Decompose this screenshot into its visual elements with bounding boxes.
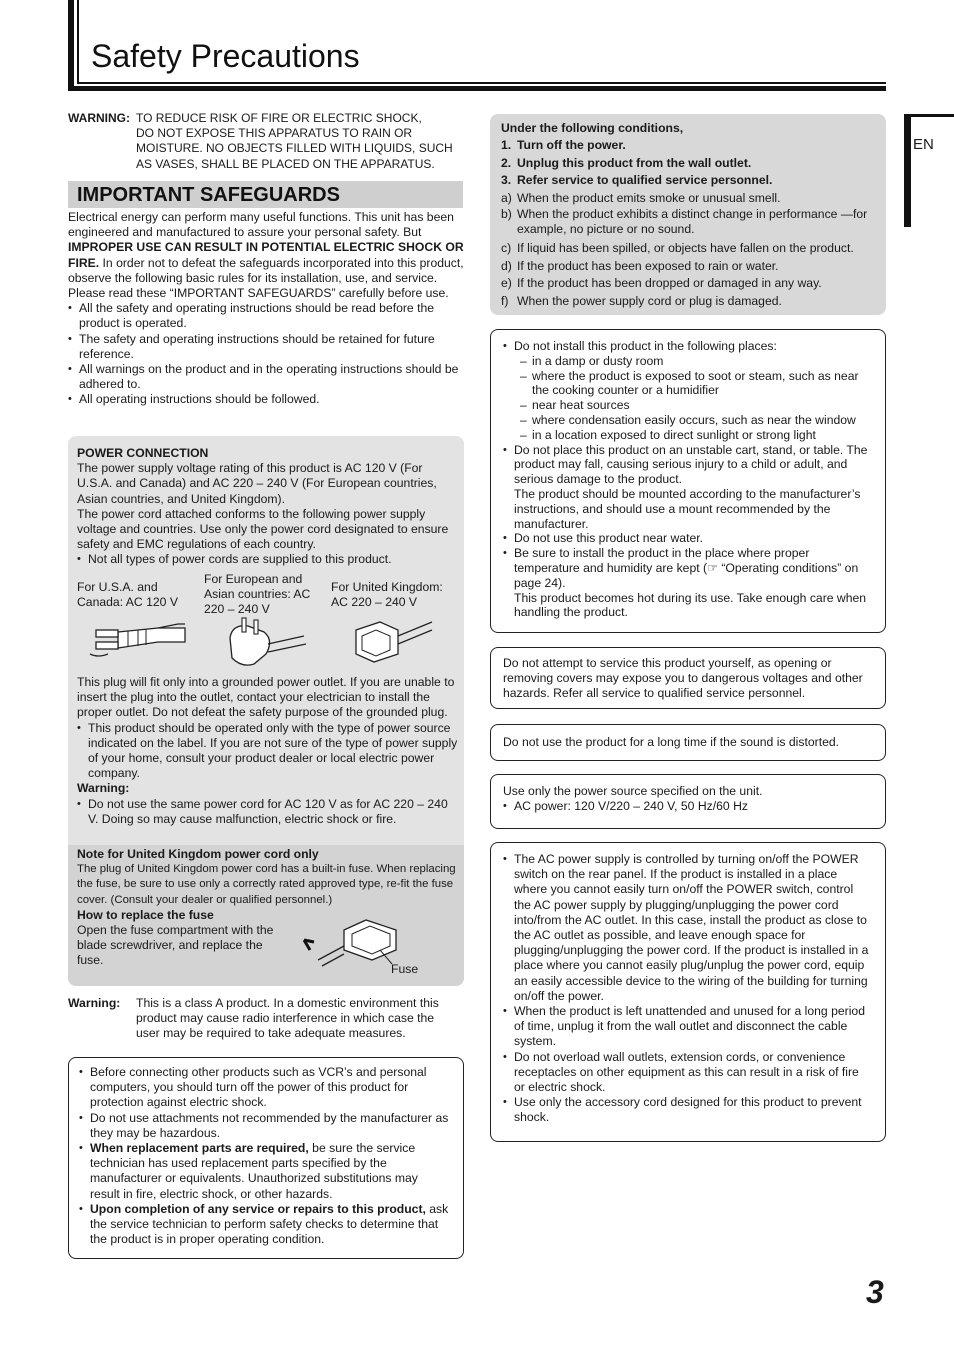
class-a-warning-text: This is a class A product. In a domestic environment this product may cause radio interference in which case the user may be required to take adequate measures.: [136, 996, 439, 1041]
fuse-label: Fuse: [391, 962, 419, 976]
condition-item: b) When the product exhibits a distinct change in performance —for example, no picture or no sound.: [501, 207, 868, 237]
uk-note-heading: Note for United Kingdom power cord only: [77, 847, 319, 861]
place-item: – where the product is exposed to soot or steam, such as near the cooking counter or a humidifier: [514, 369, 875, 399]
condition-step: 1. Turn off the power.: [501, 138, 626, 153]
header-bar: [68, 0, 74, 90]
condition-item: e) If the product has been dropped or damaged in any way.: [501, 276, 822, 291]
list-item: • Do not place this product on an unstable cart, stand, or table. The product may fall, causing serious injury to a child or adult, and serious damage to the product. The product should be mounted according to the manufacturer’s instructions, and should use a mount recommended by the manufacturer.: [503, 443, 875, 532]
section-heading-text: IMPORTANT SAFEGUARDS: [77, 184, 340, 206]
warning-line: TO REDUCE RISK OF FIRE OR ELECTRIC SHOCK,: [136, 111, 422, 125]
power-paragraph: This plug will fit only into a grounded power outlet. If you are unable to insert the plug into the outlet, contact your electrician to install the proper outlet. Do not defeat the safety purpose of the grounded plug.: [77, 675, 455, 720]
list-item: • All warnings on the product and in the operating instructions should be adhered to.: [68, 362, 464, 392]
power-source-content: [503, 784, 873, 814]
uk-note-text: The plug of United Kingdom power cord has a built-in fuse. When replacing the fuse, be sure to use only a correctly rated approved type, re-fit the fuse cover. (Consult your dealer or qualified personnel.): [77, 863, 456, 906]
list-item: • All operating instructions should be followed.: [68, 392, 464, 407]
ac-list: [503, 852, 873, 1126]
section-heading: [68, 181, 463, 208]
list-item: • When replacement parts are required, be sure the service technician has used replacement parts specified by the manufacturer or equivalents. Unauthorized substitutions may result in fire, electric shock, or other hazards.: [79, 1141, 449, 1202]
usa-plug-icon: [88, 618, 188, 660]
condition-item: f) When the power supply cord or plug is damaged.: [501, 293, 782, 308]
fuse-heading: How to replace the fuse: [77, 907, 214, 922]
intro-paragraph: Electrical energy can perform many useful functions. This unit has been engineered and manufactured to assure your personal safety. But IMPROPER USE CAN RESULT IN POTENTIAL ELECTRIC SHOCK OR FIRE. In order not to defeat the safeguards incorporated into this product, observe the following basic rules for its installation, use, and service. Please read these “IMPORTANT SAFEGUARDS” carefully before use.: [68, 210, 464, 301]
list-item: • Be sure to install the product in the place where proper temperature and humidity are kept (☞ “Operating conditions” on page 24). This product becomes hot during its use. Take enough care when handling the product.: [503, 546, 875, 620]
eu-plug-icon: [224, 614, 308, 670]
condition-item: d) If the product has been exposed to rain or water.: [501, 258, 779, 273]
place-item: – in a damp or dusty room: [514, 354, 875, 369]
list-item: • Not all types of power cords are supplied to this product.: [77, 552, 459, 567]
list-item: • The safety and operating instructions should be retained for future reference.: [68, 332, 464, 362]
place-item: – in a location exposed to direct sunlight or strong light: [514, 428, 875, 443]
list-item: • Do not install this product in the following places: – in a damp or dusty room – where the product is exposed to soot or steam, such as near the cooking counter or a humidifier – near heat sources – where condensation easily occurs, such as near the window – in a location exposed to direct sunlight or strong light: [503, 339, 875, 443]
condition-step: 3. Refer service to qualified service personnel.: [501, 173, 773, 188]
plug-label-uk: For United Kingdom: AC 220 – 240 V: [331, 580, 443, 610]
install-list: [503, 339, 875, 620]
service-box: [68, 1057, 464, 1259]
list-item: • Use only the accessory cord designed for this product to prevent shock.: [503, 1095, 873, 1125]
service-self-text: Do not attempt to service this product yourself, as opening or removing covers may expose you to dangerous voltages and other hazards. Refer all service to qualified service personnel.: [503, 656, 863, 701]
power-warning-label: Warning:: [77, 781, 130, 796]
list-item: • The AC power supply is controlled by turning on/off the POWER switch on the rear panel. If the product is installed in a place where you cannot easily turn on/off the POWER switch, control the AC power supply by plugging/unplugging the power cord into/from the AC outlet. In this case, install the product as close to the AC outlet as possible, and leave enough space for plugging/unplugging the power cord. If the product is installed in a place where you cannot easily plug/unplug the power cord, equip an easily accessible device to the wiring of the building for turning on/off the power.: [503, 852, 873, 1004]
uk-plug-icon: [352, 616, 434, 666]
plug-label-usa: For U.S.A. and Canada: AC 120 V: [77, 580, 178, 610]
class-a-warning-label: Warning:: [68, 996, 121, 1010]
list-item: • AC power: 120 V/220 – 240 V, 50 Hz/60 Hz: [503, 799, 873, 814]
sound-text: Do not use the product for a long time if the sound is distorted.: [503, 735, 840, 749]
list-item: • Do not use this product near water.: [503, 531, 875, 546]
conditions-heading: Under the following conditions,: [501, 121, 684, 135]
header-bar-thin: [77, 0, 79, 84]
header-rule-thick: [68, 86, 886, 91]
top-warning-text: [136, 111, 466, 172]
language-label: EN: [913, 136, 934, 153]
conditions-box: [490, 114, 886, 315]
plug-label-eu: For European and Asian countries: AC 220 – 240 V: [204, 572, 311, 617]
ac-power-box: [490, 842, 886, 1142]
power-connection-heading: POWER CONNECTION: [77, 446, 209, 460]
page-number: 3: [866, 1274, 884, 1310]
top-warning-label: WARNING:: [68, 111, 130, 125]
service-list: [79, 1065, 449, 1247]
condition-step: 2. Unplug this product from the wall outlet.: [501, 155, 752, 170]
power-connection-lower: [77, 675, 459, 827]
warning-line: MOISTURE. NO OBJECTS FILLED WITH LIQUIDS, SUCH: [136, 141, 453, 156]
power-source-box: [490, 774, 886, 829]
list-item: • Upon completion of any service or repairs to this product, ask the service technician to perform safety checks to determine that the product is in proper operating condition.: [79, 1202, 449, 1248]
header-rule: [77, 82, 886, 84]
power-connection-content: [77, 446, 459, 568]
install-box: [490, 329, 886, 633]
list-item: • Do not overload wall outlets, extension cords, or convenience receptacles on other equipment as this can result in a risk of fire or electric shock.: [503, 1050, 873, 1096]
list-item: • This product should be operated only with the type of power source indicated on the label. If you are not sure of the type of power supply of your home, consult your product dealer or local electric power company.: [77, 721, 459, 782]
power-paragraph: The power cord attached conforms to the following power supply voltage and countries. Use only the power cord designated to ensure safety and EMC regulations of each country.: [77, 506, 449, 552]
power-source-line: Use only the power source specified on the unit.: [503, 784, 763, 798]
warning-line: DO NOT EXPOSE THIS APPARATUS TO RAIN OR: [136, 126, 413, 141]
sound-box: [490, 724, 886, 761]
list-item: • When the product is left unattended and unused for a long period of time, unplug it from the wall outlet and disconnect the cable system.: [503, 1004, 873, 1050]
fuse-text: Open the fuse compartment with the blade screwdriver, and replace the fuse.: [77, 923, 274, 968]
condition-item: c) If liquid has been spilled, or objects have fallen on the product.: [501, 241, 854, 256]
safeguards-intro: [68, 210, 464, 408]
language-tab: [904, 114, 954, 227]
conditions-content: [501, 120, 879, 310]
service-self-box: [490, 647, 886, 709]
power-paragraph: The power supply voltage rating of this product is AC 120 V (For U.S.A. and Canada) and AC 220 – 240 V (For European countries, Asian countries, and United Kingdom).: [77, 461, 437, 506]
page-title: Safety Precautions: [91, 38, 360, 74]
safeguards-list: [68, 301, 464, 407]
list-item: • Before connecting other products such as VCR’s and personal computers, you should turn off the power of this product for protection against electric shock.: [79, 1065, 449, 1111]
place-item: – near heat sources: [514, 398, 875, 413]
list-item: • All the safety and operating instructions should be read before the product is operated.: [68, 301, 464, 331]
list-item: • Do not use the same power cord for AC 120 V as for AC 220 – 240 V. Doing so may cause malfunction, electric shock or fire.: [77, 797, 459, 827]
list-item: • Do not use attachments not recommended by the manufacturer as they may be hazardous.: [79, 1111, 449, 1141]
place-item: – where condensation easily occurs, such as near the window: [514, 413, 875, 428]
condition-item: a) When the product emits smoke or unusual smell.: [501, 190, 781, 205]
warning-line: AS VASES, SHALL BE PLACED ON THE APPARATUS.: [136, 156, 435, 171]
